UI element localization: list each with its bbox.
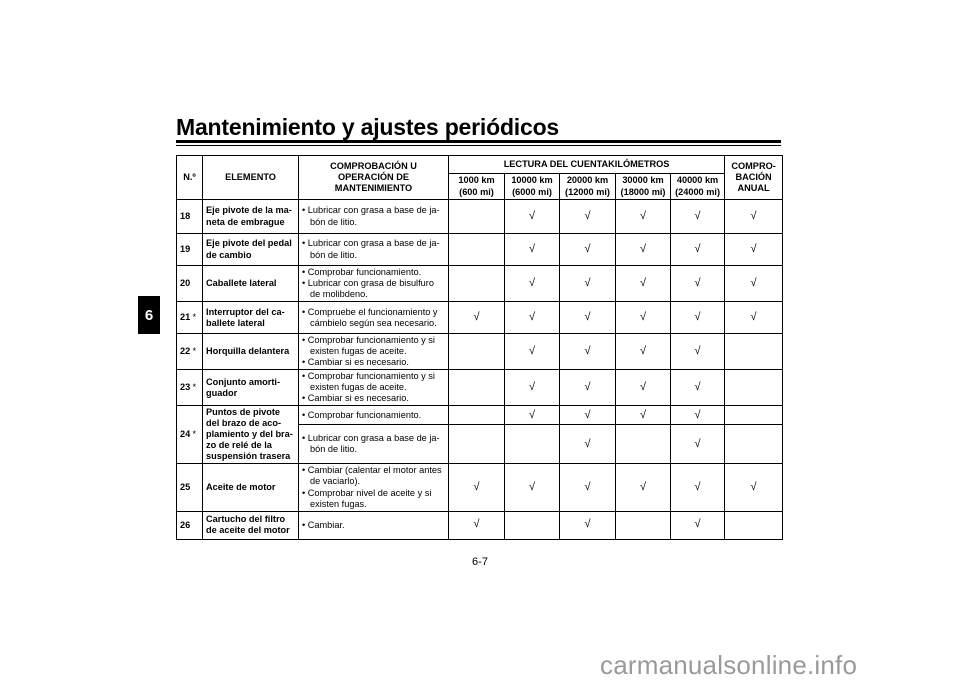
operation-line: • Cambiar si es necesario. (302, 357, 409, 368)
operation-line: • Comprobar funcionamiento. (302, 409, 422, 420)
check-cell (725, 511, 783, 539)
row-number: 21 (177, 302, 193, 334)
check-cell: √ (560, 200, 616, 234)
header-mi-value: (24000 mi) (675, 186, 721, 197)
header-km-value: 1000 km (458, 175, 495, 186)
row-element: Caballete lateral (203, 266, 299, 302)
check-cell (505, 511, 560, 539)
row-operation (299, 334, 449, 370)
row-operation (299, 511, 449, 539)
check-cell (725, 406, 783, 425)
title-rule-thin (176, 145, 781, 146)
header-km-value: 20000 km (566, 175, 609, 186)
check-cell: √ (505, 200, 560, 234)
row-number: 25 (177, 464, 193, 511)
header-km-value: 30000 km (622, 175, 664, 186)
table-row (177, 234, 783, 266)
check-cell: √ (505, 334, 560, 370)
table-row (177, 200, 783, 234)
check-cell: √ (616, 266, 671, 302)
check-cell (725, 334, 783, 370)
check-cell: √ (725, 234, 783, 266)
row-number: 26 (177, 511, 193, 539)
table-row (177, 266, 783, 302)
page-number: 6-7 (472, 556, 488, 568)
check-cell: √ (616, 234, 671, 266)
operation-line: • Comprobar nivel de aceite y si existen fugas. (302, 487, 432, 509)
row-star (193, 464, 203, 511)
check-cell: √ (505, 302, 560, 334)
check-cell: √ (616, 406, 671, 425)
check-cell (449, 266, 505, 302)
check-cell: √ (505, 370, 560, 406)
title-rule (176, 140, 781, 143)
operation-line: • Lubricar con grasa de bisulfuro de molibdeno. (302, 278, 434, 300)
check-cell: √ (671, 234, 725, 266)
operation-line: • Comprobar funcionamiento. (302, 267, 422, 277)
check-cell: √ (725, 200, 783, 234)
row-star (193, 234, 203, 266)
check-cell: √ (505, 234, 560, 266)
check-cell: √ (616, 370, 671, 406)
row-operation (299, 234, 449, 266)
check-cell (449, 234, 505, 266)
watermark: carmanualsonline.info (600, 650, 858, 680)
check-cell (449, 370, 505, 406)
check-cell: √ (560, 302, 616, 334)
check-cell: √ (560, 511, 616, 539)
maintenance-table (176, 155, 783, 540)
row-element: Cartucho del filtro de aceite del motor (203, 511, 299, 539)
row-element: Puntos de pivote del brazo de aco-plamiento y del bra-zo de relé de la suspensión trasera (203, 406, 299, 464)
check-cell: √ (449, 302, 505, 334)
row-element: Conjunto amorti-guador (203, 370, 299, 406)
check-cell: √ (616, 302, 671, 334)
header-km-value: 40000 km (676, 175, 719, 186)
header-odometer: LECTURA DEL CUENTAKILÓMETROS (449, 156, 725, 174)
check-cell: √ (725, 464, 783, 511)
check-cell: √ (505, 406, 560, 425)
check-cell: √ (560, 406, 616, 425)
table-row (177, 406, 783, 425)
row-operation (299, 266, 449, 302)
header-num: N.º (177, 156, 203, 200)
row-number: 23 (177, 370, 193, 406)
row-operation (299, 370, 449, 406)
table-row (177, 334, 783, 370)
check-cell: √ (616, 200, 671, 234)
check-cell (725, 370, 783, 406)
header-km-3 (616, 174, 671, 200)
operation-line: • Cambiar (calentar el motor antes de vaciarlo). (302, 465, 442, 487)
check-cell: √ (560, 334, 616, 370)
header-km-value: 10000 km (511, 175, 553, 186)
row-number: 22 (177, 334, 193, 370)
check-cell: √ (560, 234, 616, 266)
row-element: Eje pivote del pedal de cambio (203, 234, 299, 266)
row-element: Horquilla delantera (203, 334, 299, 370)
chapter-tab: 6 (138, 296, 160, 334)
row-star: * (193, 406, 203, 464)
operation-line: • Lubricar con grasa a base de ja-bón de litio. (302, 205, 440, 227)
check-cell: √ (505, 266, 560, 302)
check-cell: √ (560, 266, 616, 302)
operation-line: • Comprobar funcionamiento y si existen fugas de aceite. (302, 371, 435, 393)
row-element: Interruptor del ca-ballete lateral (203, 302, 299, 334)
check-cell: √ (560, 370, 616, 406)
header-km-1 (505, 174, 560, 200)
row-number: 19 (177, 234, 193, 266)
operation-line: • Lubricar con grasa a base de ja-bón de litio. (302, 238, 440, 260)
check-cell (725, 424, 783, 463)
check-cell: √ (725, 302, 783, 334)
check-cell: √ (560, 464, 616, 511)
row-number: 18 (177, 200, 193, 234)
row-star: * (193, 334, 203, 370)
table-row (177, 302, 783, 334)
operation-line: • Cambiar si es necesario. (302, 393, 409, 404)
header-mi-value: (12000 mi) (565, 186, 610, 197)
check-cell: √ (616, 334, 671, 370)
check-cell: √ (505, 464, 560, 511)
row-number: 20 (177, 266, 193, 302)
row-operation (299, 200, 449, 234)
check-cell: √ (671, 334, 725, 370)
header-km-2 (560, 174, 616, 200)
operation-line: • Cambiar. (302, 519, 345, 530)
check-cell (505, 424, 560, 463)
operation-line: • Lubricar con grasa a base de ja-bón de litio. (302, 433, 440, 455)
check-cell (449, 334, 505, 370)
check-cell: √ (449, 464, 505, 511)
check-cell: √ (671, 266, 725, 302)
header-km-0 (449, 174, 505, 200)
row-operation (299, 302, 449, 334)
header-mi-value: (6000 mi) (512, 186, 552, 197)
row-operation (299, 464, 449, 511)
check-cell (449, 200, 505, 234)
table-row (177, 511, 783, 539)
table-row (177, 370, 783, 406)
check-cell: √ (671, 464, 725, 511)
row-star (193, 266, 203, 302)
check-cell: √ (671, 511, 725, 539)
row-star (193, 511, 203, 539)
row-operation (299, 406, 449, 425)
check-cell: √ (671, 406, 725, 425)
check-cell: √ (671, 424, 725, 463)
check-cell: √ (560, 424, 616, 463)
header-element: ELEMENTO (203, 156, 299, 200)
row-star: * (193, 302, 203, 334)
row-number: 24 (177, 406, 193, 464)
operation-line: • Comprobar funcionamiento y si existen fugas de aceite. (302, 335, 435, 357)
header-operation: COMPROBACIÓN U OPERACIÓN DE MANTENIMIENTO (299, 156, 449, 200)
check-cell: √ (449, 511, 505, 539)
row-operation (299, 424, 449, 463)
check-cell: √ (671, 370, 725, 406)
page-title: Mantenimiento y ajustes periódicos (176, 114, 560, 140)
table-row (177, 464, 783, 511)
row-star: * (193, 370, 203, 406)
check-cell: √ (616, 464, 671, 511)
check-cell: √ (671, 200, 725, 234)
check-cell (616, 511, 671, 539)
check-cell (449, 424, 505, 463)
operation-line: • Compruebe el funcionamiento y cámbielo según sea necesario. (302, 306, 438, 328)
check-cell: √ (671, 302, 725, 334)
row-star (193, 200, 203, 234)
row-element: Eje pivote de la ma-neta de embrague (203, 200, 299, 234)
check-cell: √ (725, 266, 783, 302)
check-cell (449, 406, 505, 425)
header-mi-value: (600 mi) (459, 186, 494, 197)
row-element: Aceite de motor (203, 464, 299, 511)
header-km-4 (671, 174, 725, 200)
header-annual: COMPRO-BACIÓN ANUAL (725, 156, 783, 200)
header-mi-value: (18000 mi) (620, 186, 666, 197)
check-cell (616, 424, 671, 463)
